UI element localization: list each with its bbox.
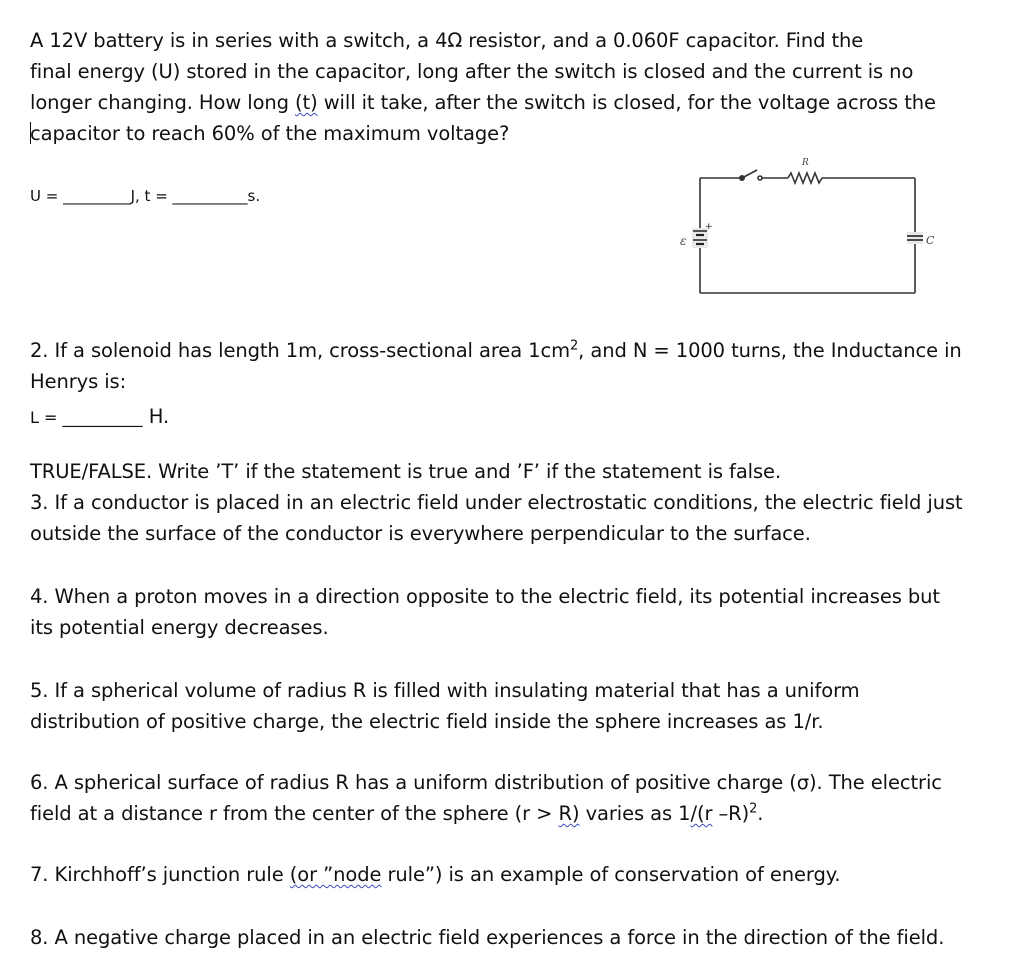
question-1-answer-line (30, 187, 260, 205)
capacitor-label: C (926, 234, 935, 247)
rc-circuit-diagram (660, 148, 935, 308)
question-8 (30, 922, 944, 953)
question-4-line-2: its potential energy decreases. (30, 616, 329, 639)
question-7-node-phrase: (or ”node (289, 863, 382, 886)
answer-u-label: U = (30, 187, 64, 205)
answer-u-blank[interactable]: _________ (63, 187, 131, 205)
question-6-exponent: 2 (749, 801, 758, 817)
resistor-zigzag (788, 173, 822, 183)
answer-l-blank[interactable]: __________ (62, 408, 143, 427)
question-6-r-variable: R) (558, 802, 580, 825)
switch-contact (758, 176, 762, 180)
question-5-line-2: distribution of positive charge, the electric field inside the sphere increases as 1/r. (30, 710, 824, 733)
question-6-line-2-a: field at a distance r from the center of the sphere (r > (30, 802, 559, 825)
answer-t-unit: s. (247, 187, 261, 205)
question-2 (30, 335, 962, 397)
question-1-line-3-a: longer changing. How long (30, 91, 296, 114)
question-1-line-3-b: will it take, after the switch is closed, for the voltage across the (317, 91, 936, 114)
question-3-line-2: outside the surface of the conductor is everywhere perpendicular to the surface. (30, 522, 811, 545)
true-false-instruction: TRUE/FALSE. Write ’T’ if the statement is true and ’F’ if the statement is false. (30, 460, 782, 483)
question-7 (30, 859, 840, 890)
true-false-section (30, 456, 963, 549)
question-7-line-1 (30, 859, 840, 890)
question-5-line-1: 5. If a spherical volume of radius R is filled with insulating material that has a uniform (30, 679, 860, 702)
battery-plus-sign: + (705, 222, 713, 232)
answer-t-blank[interactable]: __________ (172, 187, 248, 205)
question-6 (30, 767, 942, 829)
question-2-line-1-a: 2. If a solenoid has length 1m, cross-sectional area 1cm (30, 339, 570, 362)
switch-blade (742, 170, 757, 178)
question-7-a: 7. Kirchhoff’s junction rule (30, 863, 290, 886)
question-3-line-1: 3. If a conductor is placed in an electric field under electrostatic conditions, the electric field just (30, 491, 963, 514)
question-8-line-1: 8. A negative charge placed in an electric field experiences a force in the direction of the field. (30, 926, 945, 949)
question-6-line-2-b: varies as 1 (579, 802, 691, 825)
question-6-line-1: 6. A spherical surface of radius R has a uniform distribution of positive charge (σ). The electric (30, 771, 942, 794)
question-6-line-2 (30, 798, 942, 829)
question-4 (30, 581, 940, 643)
question-1-line-3 (30, 87, 936, 118)
capacitor-shading (907, 232, 923, 244)
resistor-label: R (802, 158, 809, 168)
area-exponent: 2 (569, 338, 579, 354)
question-2-line-1 (30, 335, 962, 366)
question-1-t-variable: (t) (295, 91, 318, 114)
question-1 (30, 25, 936, 149)
question-1-line-4-text: capacitor to reach 60% of the maximum voltage? (30, 122, 510, 145)
question-1-line-4 (30, 118, 936, 149)
question-6-denominator: /(r (690, 802, 713, 825)
answer-l-label: L = (30, 408, 63, 427)
question-6-line-2-d: –R) (712, 802, 750, 825)
question-5 (30, 675, 860, 737)
question-6-period: . (757, 802, 764, 825)
question-4-line-1: 4. When a proton moves in a direction opposite to the electric field, its potential increases but (30, 585, 940, 608)
question-7-c: rule”) is an example of conservation of energy. (381, 863, 841, 886)
answer-u-unit: J, t = (130, 187, 173, 205)
question-2-line-1-b: , and N = 1000 turns, the Inductance in (578, 339, 962, 362)
answer-l-unit: H. (142, 405, 170, 428)
question-1-line-1: A 12V battery is in series with a switch, a 4Ω resistor, and a 0.060F capacitor. Find the (30, 29, 864, 52)
emf-label: ε (680, 234, 687, 248)
question-2-line-2: Henrys is: (30, 370, 127, 393)
question-1-line-2: final energy (U) stored in the capacitor, long after the switch is closed and the current is no (30, 60, 914, 83)
question-2-answer-line (30, 405, 169, 428)
